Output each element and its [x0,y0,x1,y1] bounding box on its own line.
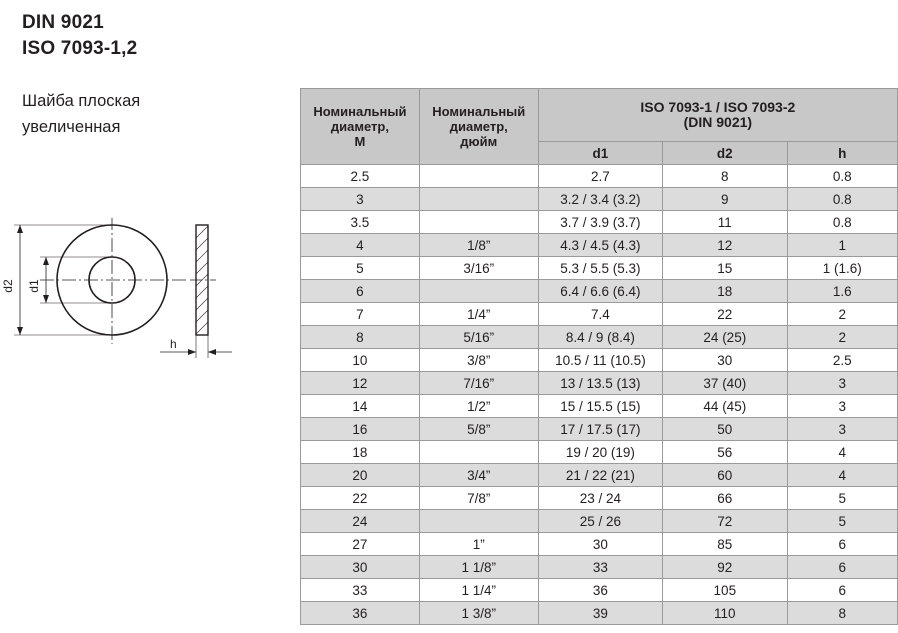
cell-d1: 10.5 / 11 (10.5) [538,349,662,372]
cell-nominal-mm: 3.5 [301,211,420,234]
cell-h: 5 [787,510,898,533]
cell-d1: 25 / 26 [538,510,662,533]
cell-nominal-mm: 33 [301,579,420,602]
cell-nominal-inch: 7/8” [419,487,538,510]
table-head [301,89,898,165]
table-row [301,487,898,510]
cell-d1: 3.7 / 3.9 (3.7) [538,211,662,234]
table-row [301,602,898,625]
cell-d2: 30 [663,349,787,372]
cell-nominal-mm: 10 [301,349,420,372]
header-d2: d2 [663,142,787,165]
table-row [301,326,898,349]
cell-nominal-mm: 8 [301,326,420,349]
cell-d1: 2.7 [538,165,662,188]
table-row [301,441,898,464]
standard-iso: ISO 7093-1,2 [22,38,138,59]
cell-d1: 23 / 24 [538,487,662,510]
cell-d2: 72 [663,510,787,533]
cell-d1: 5.3 / 5.5 (5.3) [538,257,662,280]
header-nominal-mm-line2: диаметр, [330,119,389,134]
cell-d2: 44 (45) [663,395,787,418]
cell-d2: 105 [663,579,787,602]
header-nominal-inch-line1: Номинальный [432,104,526,119]
cell-h: 0.8 [787,211,898,234]
cell-nominal-inch: 7/16” [419,372,538,395]
header-iso-group [538,89,897,142]
cell-d1: 17 / 17.5 (17) [538,418,662,441]
washer-technical-drawing [0,218,300,378]
cell-d2: 66 [663,487,787,510]
cell-h: 6 [787,579,898,602]
cell-d2: 9 [663,188,787,211]
cell-h: 1 (1.6) [787,257,898,280]
product-description [22,88,292,140]
cell-h: 2.5 [787,349,898,372]
table-row [301,234,898,257]
cell-nominal-mm: 12 [301,372,420,395]
cell-d2: 37 (40) [663,372,787,395]
header-nominal-mm-line3: M [354,134,366,149]
cell-nominal-inch: 3/16” [419,257,538,280]
table-row [301,303,898,326]
cell-nominal-mm: 3 [301,188,420,211]
table-row [301,395,898,418]
cell-nominal-mm: 22 [301,487,420,510]
title-block [22,10,292,140]
cell-d2: 50 [663,418,787,441]
cell-nominal-mm: 4 [301,234,420,257]
cell-nominal-inch [419,510,538,533]
cell-nominal-inch: 1” [419,533,538,556]
cell-nominal-mm: 16 [301,418,420,441]
table-row [301,349,898,372]
cell-nominal-inch: 1 3/8” [419,602,538,625]
table-row [301,579,898,602]
cell-h: 6 [787,533,898,556]
cell-nominal-inch: 1 1/8” [419,556,538,579]
cell-nominal-inch [419,280,538,303]
cell-d2: 110 [663,602,787,625]
cell-nominal-inch: 5/8” [419,418,538,441]
cell-d1: 13 / 13.5 (13) [538,372,662,395]
cell-nominal-inch: 1 1/4” [419,579,538,602]
header-iso-group-line1: ISO 7093-1 / ISO 7093-2 [640,99,796,115]
cell-d2: 92 [663,556,787,579]
label-h: h [170,337,177,351]
cell-d2: 15 [663,257,787,280]
cell-d2: 11 [663,211,787,234]
product-description-line1: Шайба плоская [22,92,141,110]
standard-title [22,10,292,62]
header-nominal-mm-line1: Номинальный [313,104,407,119]
cell-d1: 30 [538,533,662,556]
cell-nominal-inch [419,188,538,211]
cell-h: 1 [787,234,898,257]
header-nominal-inch-line2: диаметр, [449,119,508,134]
cell-nominal-mm: 5 [301,257,420,280]
table-row [301,188,898,211]
table-row [301,211,898,234]
cell-d2: 85 [663,533,787,556]
cell-nominal-inch: 1/8” [419,234,538,257]
cell-nominal-inch: 3/8” [419,349,538,372]
header-nominal-inch-line3: дюйм [460,134,498,149]
arrow-d1-top [43,257,49,265]
cell-nominal-inch: 5/16” [419,326,538,349]
cell-h: 8 [787,602,898,625]
cell-d1: 8.4 / 9 (8.4) [538,326,662,349]
header-iso-group-line2: (DIN 9021) [683,114,753,130]
cell-d2: 8 [663,165,787,188]
arrow-d2-top [17,225,23,233]
cell-d1: 6.4 / 6.6 (6.4) [538,280,662,303]
table-row [301,533,898,556]
label-d1: d1 [27,279,41,293]
arrow-h-left [188,349,196,355]
cell-h: 3 [787,372,898,395]
cell-d2: 12 [663,234,787,257]
cell-nominal-mm: 24 [301,510,420,533]
cell-nominal-mm: 36 [301,602,420,625]
table-row [301,372,898,395]
cell-d1: 21 / 22 (21) [538,464,662,487]
cell-nominal-inch: 1/4” [419,303,538,326]
cell-d2: 18 [663,280,787,303]
cell-nominal-mm: 2.5 [301,165,420,188]
cell-h: 1.6 [787,280,898,303]
cell-d1: 36 [538,579,662,602]
table-body [301,165,898,625]
specification-table-wrapper [300,88,898,625]
cell-nominal-mm: 6 [301,280,420,303]
cell-d1: 33 [538,556,662,579]
cell-d1: 15 / 15.5 (15) [538,395,662,418]
header-nominal-inch [419,89,538,165]
table-row [301,464,898,487]
table-row [301,165,898,188]
cell-h: 3 [787,418,898,441]
arrow-h-right [208,349,216,355]
cell-nominal-inch [419,211,538,234]
cell-h: 2 [787,303,898,326]
header-h: h [787,142,898,165]
cell-d2: 22 [663,303,787,326]
table-row [301,257,898,280]
cell-d1: 3.2 / 3.4 (3.2) [538,188,662,211]
drawing-svg [0,218,300,378]
table-header-row-1 [301,89,898,142]
cell-h: 3 [787,395,898,418]
cell-h: 4 [787,441,898,464]
cell-nominal-inch: 3/4” [419,464,538,487]
cell-nominal-mm: 7 [301,303,420,326]
standard-din: DIN 9021 [22,12,104,33]
cell-h: 0.8 [787,165,898,188]
cell-nominal-mm: 27 [301,533,420,556]
table-row [301,510,898,533]
cell-nominal-inch [419,165,538,188]
cell-h: 4 [787,464,898,487]
cell-h: 2 [787,326,898,349]
cell-nominal-inch [419,441,538,464]
cell-h: 5 [787,487,898,510]
cell-nominal-inch: 1/2” [419,395,538,418]
cell-d2: 24 (25) [663,326,787,349]
cell-d2: 60 [663,464,787,487]
cell-nominal-mm: 20 [301,464,420,487]
arrow-d1-bottom [43,295,49,303]
cell-d1: 7.4 [538,303,662,326]
cell-h: 6 [787,556,898,579]
cell-nominal-mm: 30 [301,556,420,579]
label-d2: d2 [1,279,15,293]
specification-table [300,88,898,625]
cell-d2: 56 [663,441,787,464]
header-d1: d1 [538,142,662,165]
arrow-d2-bottom [17,327,23,335]
table-row [301,418,898,441]
cell-nominal-mm: 18 [301,441,420,464]
table-row [301,556,898,579]
cell-h: 0.8 [787,188,898,211]
cell-d1: 39 [538,602,662,625]
product-description-line2: увеличенная [22,118,121,136]
cell-d1: 4.3 / 4.5 (4.3) [538,234,662,257]
cell-d1: 19 / 20 (19) [538,441,662,464]
cell-nominal-mm: 14 [301,395,420,418]
table-row [301,280,898,303]
header-nominal-mm [301,89,420,165]
